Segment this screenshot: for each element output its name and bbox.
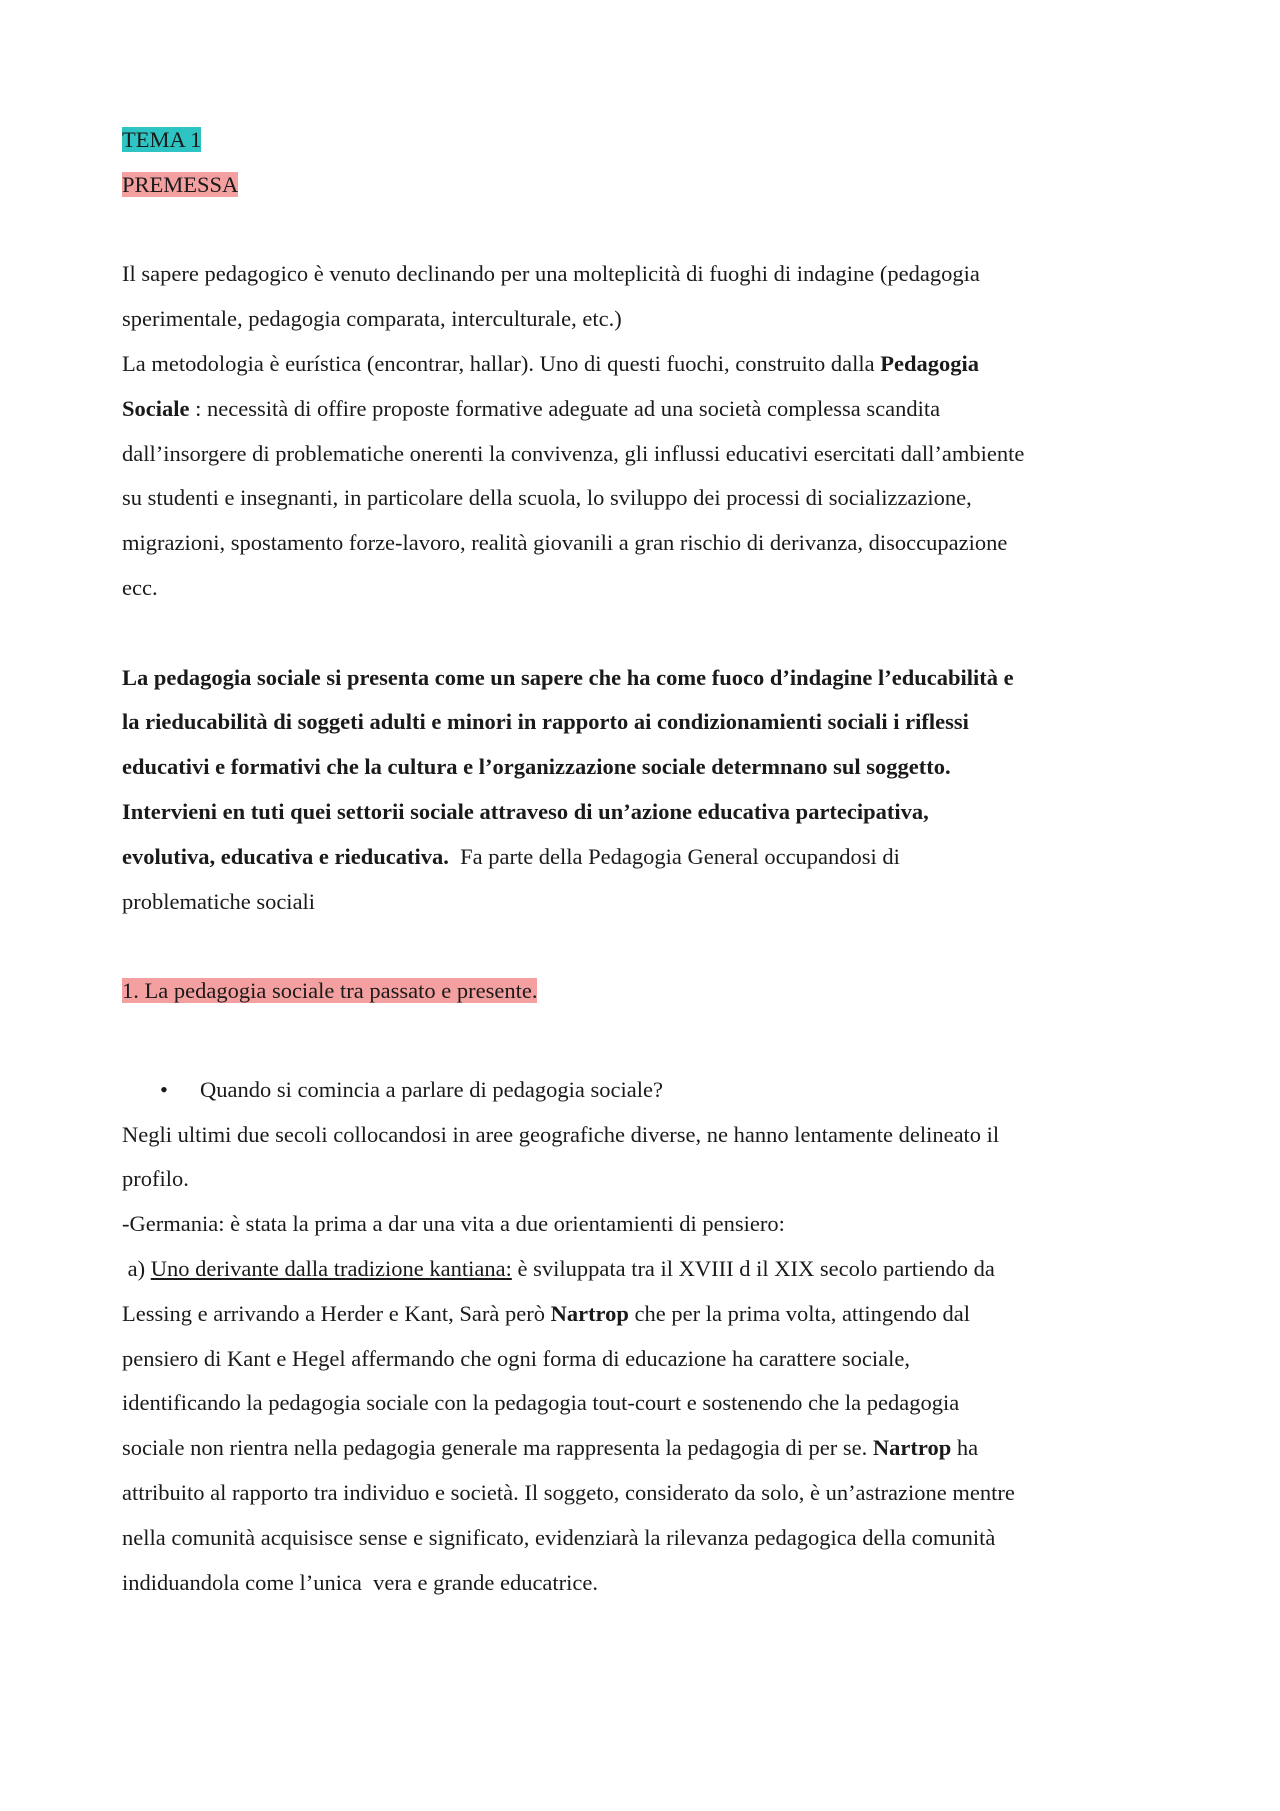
section-title-label: 1. La pedagogia sociale tra passato e presente. <box>122 978 538 1004</box>
bold-text: Intervieni en tuti quei settorii sociale attraveso di un’azione educativa partecipativa, <box>122 798 929 824</box>
text-run: Lessing e arrivando a Herder e Kant, Sarà però <box>122 1300 551 1326</box>
paragraph-line: ecc. <box>122 574 158 600</box>
paragraph-definition <box>122 656 1172 925</box>
paragraph-intro <box>122 252 1172 610</box>
text-run: ha <box>951 1435 979 1461</box>
paragraph-line <box>122 745 1172 790</box>
text-run: a) <box>122 1255 151 1281</box>
paragraph-line: profilo. <box>122 1166 189 1192</box>
text-run: sociale non rientra nella pedagogia generale ma rappresenta la pedagogia di per se. <box>122 1435 873 1461</box>
paragraph-line: su studenti e insegnanti, in particolare della scuola, lo sviluppo dei processi di socializzazione, <box>122 485 972 511</box>
section-title <box>122 969 1172 1014</box>
paragraph-line: attribuito al rapporto tra individuo e società. Il soggeto, considerato da solo, è un’astrazione mentre <box>122 1479 1015 1505</box>
text-run: è sviluppata tra il XVIII d il XIX secolo partiendo da <box>511 1255 995 1281</box>
paragraph-line <box>122 342 1172 387</box>
text-run: che per la prima volta, attingendo dal <box>628 1300 971 1326</box>
paragraph-line <box>122 656 1172 701</box>
bold-text: La pedagogia sociale si presenta come un sapere che ha come fuoco d’indagine l’educabilità e <box>122 664 1014 690</box>
paragraph-line: sperimentale, pedagogia comparata, interculturale, etc.) <box>122 306 622 332</box>
premessa-label: PREMESSA <box>122 171 239 197</box>
paragraph-line <box>122 835 1172 880</box>
paragraph-line <box>122 1426 1172 1471</box>
paragraph-line: Negli ultimi due secoli collocandosi in aree geografiche diverse, ne hanno lentamente delineato il <box>122 1121 1000 1147</box>
bold-term: Sociale <box>122 395 190 421</box>
heading-tema <box>122 118 1172 163</box>
text-run: Fa parte della Pedagogia General occupandosi di <box>448 843 900 869</box>
paragraph-line <box>122 1292 1172 1337</box>
bullet-item <box>122 1068 1172 1113</box>
spacer <box>122 924 1172 969</box>
bold-term: Nartrop <box>550 1300 629 1326</box>
paragraph-line <box>122 700 1172 745</box>
paragraph-line: Il sapere pedagogico è venuto declinando per una molteplicità di fuoghi di indagine (pedagogia <box>122 261 980 287</box>
paragraph-line: pensiero di Kant e Hegel affermando che ogni forma di educazione ha carattere sociale, <box>122 1345 910 1371</box>
spacer <box>122 208 1172 253</box>
paragraph-line <box>122 387 1172 432</box>
underlined-text: Uno derivante dalla tradizione kantiana: <box>150 1255 512 1281</box>
bold-text: evolutiva, educativa e rieducativa. <box>122 843 449 869</box>
spacer <box>122 1014 1172 1059</box>
text-run: : necessità di offire proposte formative adeguate ad una società complessa scandita <box>189 395 941 421</box>
bold-text: educativi e formativi che la cultura e l’organizzazione sociale determnano sul soggetto. <box>122 754 951 780</box>
paragraph-line <box>122 790 1172 835</box>
heading-premessa <box>122 163 1172 208</box>
paragraph-line: -Germania: è stata la prima a dar una vita a due orientamienti di pensiero: <box>122 1211 785 1237</box>
paragraph-line: nella comunità acquisisce sense e significato, evidenziarà la rilevanza pedagogica della comunità <box>122 1524 996 1550</box>
paragraph-line: dall’insorgere di problematiche onerenti la convivenza, gli influssi educativi esercitati dall’ambiente <box>122 440 1025 466</box>
bold-text: la rieducabilità di soggeti adulti e minori in rapporto ai condizionamienti sociali i riflessi <box>122 709 969 735</box>
bold-term: Pedagogia <box>880 350 979 376</box>
text-run: La metodologia è eurística (encontrar, hallar). Uno di questi fuochi, construito dalla <box>122 350 881 376</box>
paragraph-line: problematiche sociali <box>122 888 316 914</box>
bullet-icon: • <box>160 1076 168 1102</box>
bold-term: Nartrop <box>872 1435 952 1461</box>
bullet-text: Quando si comincia a parlare di pedagogia sociale? <box>200 1076 663 1102</box>
paragraph-line: indiduandola come l’unica vera e grande educatrice. <box>122 1569 599 1595</box>
paragraph-line <box>122 1247 1172 1292</box>
document-page <box>122 118 1172 1605</box>
tema-label: TEMA 1 <box>122 127 202 152</box>
paragraph-line: identificando la pedagogia sociale con la pedagogia tout-court e sostenendo che la pedagogia <box>122 1390 960 1416</box>
paragraph-line: migrazioni, spostamento forze-lavoro, realità giovanili a gran rischio di derivanza, disoccupazione <box>122 530 1008 556</box>
spacer <box>122 611 1172 656</box>
paragraph-history <box>122 1113 1172 1606</box>
